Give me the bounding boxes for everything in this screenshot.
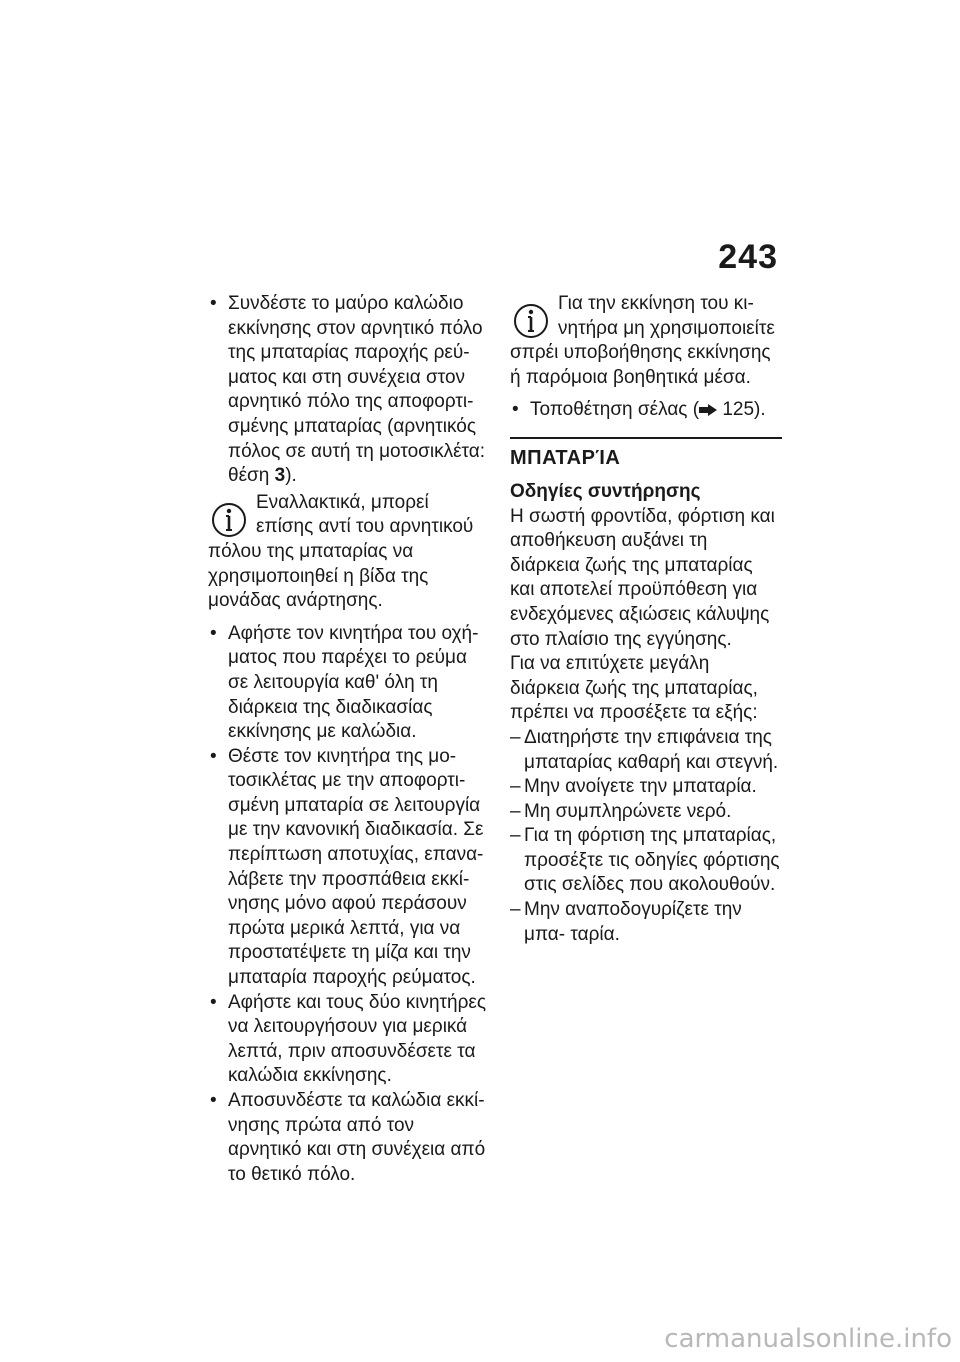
position-number: 3: [274, 465, 286, 487]
list-item: – Για τη φόρτιση της μπαταρίας, προσέξτε τις οδηγίες φόρτισης στις σελίδες που ακολουθούν.: [510, 824, 782, 898]
list-item: [208, 292, 490, 489]
section-divider: [510, 437, 782, 439]
list-item: • Αφήστε τον κινητήρα του οχή- ματος που παρέχει το ρεύμα σε λειτουργία καθ' όλη τη διάρκεια της διαδικασίας εκκίνησης με καλώδια.: [208, 622, 490, 745]
arrow-right-icon: [699, 404, 717, 416]
info-icon: [512, 298, 550, 340]
list-item: – Μη συμπληρώνετε νερό.: [510, 800, 782, 825]
info-icon: [210, 497, 248, 539]
section-title: ΜΠΑΤΑΡΊΑ: [510, 446, 621, 469]
list-item: – Διατηρήστε την επιφάνεια της μπαταρίας καθαρή και στεγνή.: [510, 726, 782, 775]
list-item: – Μην αναποδογυρίζετε την μπα- ταρία.: [510, 898, 782, 947]
list-item: • Θέστε τον κινητήρα της μο- τοσικλέτας με την αποφορτι- σμένη μπαταρία σε λειτουργία με την κανονική διαδικασία. Σε περίπτωση αποτυχίας, επανα- λάβετε την προσπάθεια εκκί- νησης μόνο αφού περάσουν πρώτα μερικά λεπτά, για να προστατέψετε τη μίζα και την μπαταρία παροχής ρεύματος.: [208, 745, 490, 991]
note-text: Εναλλακτικά, μπορεί επίσης αντί του αρνητικού πόλου της μπαταρίας να χρησιμοποιηθεί η βίδα της μονάδας ανάρτησης.: [208, 491, 474, 612]
reference-page[interactable]: 125: [722, 399, 755, 421]
list-item: • Αποσυνδέστε τα καλώδια εκκί- νησης πρώτα από τον αρνητικό και στη συνέχεια από το θετικό πόλο.: [208, 1089, 490, 1187]
list-item: • Αφήστε και τους δύο κινητήρες να λειτουργήσουν για μερικά λεπτά, πριν αποσυνδέσετε τα καλώδια εκκίνησης.: [208, 991, 490, 1089]
note-text: Για την εκκίνηση του κι- νητήρα μη χρησιμοποιείτε σπρέι υποβοήθησης εκκίνησης ή παρόμοια βοηθητικά μέσα.: [510, 293, 775, 388]
bullet-text-end: ).: [285, 465, 297, 487]
info-note: [510, 292, 782, 390]
list-item: – Μην ανοίγετε την μπαταρία.: [510, 775, 782, 800]
subheading: Οδηγίες συντήρησης: [510, 480, 701, 502]
paragraph: Η σωστή φροντίδα, φόρτιση και αποθήκευση αυξάνει τη διάρκεια ζωής της μπαταρίας και αποτελεί προϋπόθεση για ενδεχόμενες αξιώσεις κάλυψης στο πλαίσιο της εγγύησης.: [510, 505, 775, 650]
info-note: [208, 491, 490, 614]
bullet-text: Συνδέστε το μαύρο καλώδιο εκκίνησης στον αρνητικό πόλο της μπαταρίας παροχής ρεύ- ματος και στη συνέχεια στον αρνητικό πόλο της αποφορτι- σμένης μπαταρίας (αρνητικός πόλος σε αυτή τη μοτοσικλέτα: θέση: [228, 293, 486, 487]
reference-text: Τοποθέτηση σέλας (: [530, 399, 700, 421]
list-item: [510, 398, 782, 423]
left-column: [208, 292, 490, 1187]
watermark: carmanualsonline.info: [664, 1324, 952, 1354]
page-number: 243: [718, 238, 778, 276]
right-column: [510, 292, 782, 947]
paragraph: Για να επιτύχετε μεγάλη διάρκεια ζωής της μπαταρίας, πρέπει να προσέξετε τα εξής:: [510, 653, 758, 724]
reference-end: ).: [754, 399, 766, 421]
